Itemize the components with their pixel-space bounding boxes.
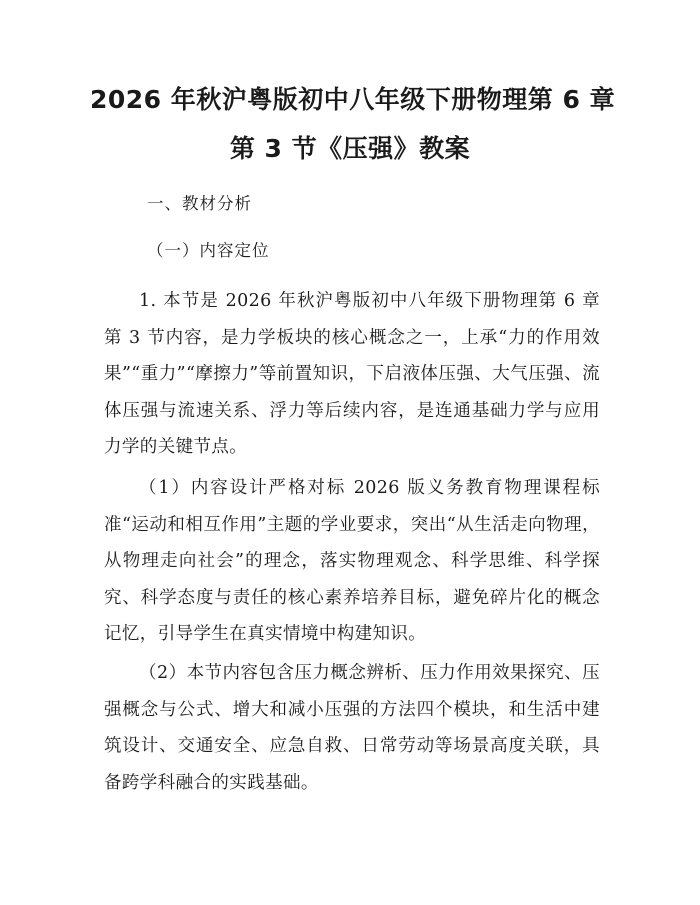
paragraph-2: （1）内容设计严格对标 2026 版义务教育物理课程标准“运动和相互作用”主题的学业要求，突出“从生活走向物理，从物理走向社会”的理念，落实物理观念、科学思维、科学探究、科学态度与责任的核心素养培养目标，避免碎片化的概念记忆，引导学生在真实情境中构建知识。	[104, 478, 600, 644]
paragraph-3: （2）本节内容包含压力概念辨析、压力作用效果探究、压强概念与公式、增大和减小压强的方法四个模块，和生活中建筑设计、交通安全、应急自救、日常劳动等场景高度关联，具备跨学科融合的实践基础。	[104, 663, 600, 793]
paragraph-1: 1. 本节是 2026 年秋沪粤版初中八年级下册物理第 6 章第 3 节内容，是力学板块的核心概念之一，上承“力的作用效果”“重力”“摩擦力”等前置知识，下启液体压强、大气压强、流体压强与流速关系、浮力等后续内容，是连通基础力学与应用力学的关键节点。	[104, 291, 600, 457]
section-heading-textbook-analysis: 一、教材分析	[147, 194, 252, 213]
subsection-heading-content-positioning: （一）内容定位	[147, 241, 270, 260]
document-title-line-1: 2026 年秋沪粤版初中八年级下册物理第 6 章	[90, 85, 616, 114]
document-title-line-2: 第 3 节《压强》教案	[229, 134, 471, 163]
